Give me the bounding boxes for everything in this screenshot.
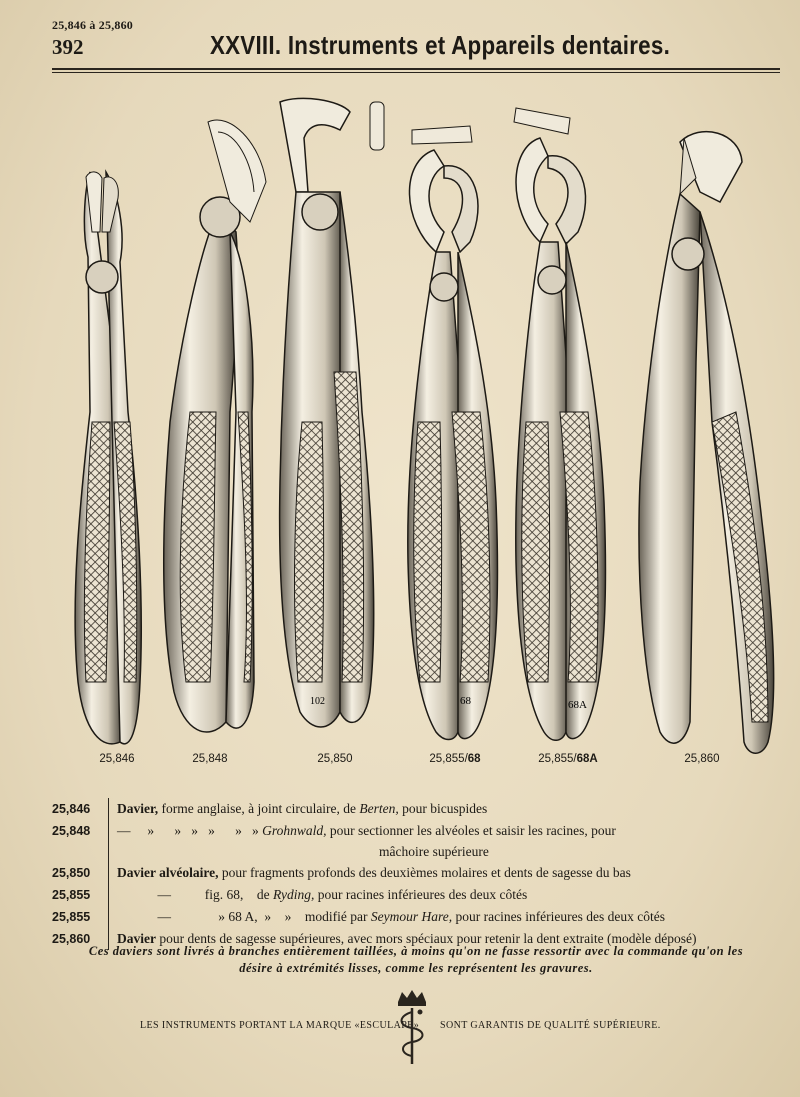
forceps-illustration xyxy=(40,82,780,772)
page-title: XXVIII. Instruments et Appareils dentaires. xyxy=(209,30,671,60)
figure-caption-25855-68: 25,855/68 xyxy=(429,753,481,765)
entry-row: 25,846 Davier, forme anglaise, à joint circulaire, de Berten, pour bicuspides xyxy=(52,798,782,820)
forceps-25846 xyxy=(75,172,141,744)
figure-caption-25848: 25,848 xyxy=(192,753,228,765)
header-rule-thin xyxy=(52,72,780,73)
figure-caption-25860: 25,860 xyxy=(684,753,720,765)
forceps-25860 xyxy=(639,132,774,754)
entry-row: 25,855 — » 68 A, » » modifié par Seymour Hare, pour racines inférieures des deux côtés xyxy=(52,906,782,928)
handle-mark-68: 68 xyxy=(460,695,471,707)
entry-row: 25,848 — » » » » » » Grohnwald, pour sectionner les alvéoles et saisir les racines, pour mâchoire supérieure xyxy=(52,820,782,862)
page-number: 392 xyxy=(52,35,84,59)
entry-row: 25,855 — fig. 68, de Ryding, pour racines inférieures des deux côtés xyxy=(52,884,782,906)
entry-row: 25,860 Davier pour dents de sagesse supérieures, avec mors spéciaux pour retenir la dent extraite (modèle déposé) xyxy=(52,928,782,950)
footer-quality-text: SONT GARANTIS DE QUALITÉ SUPÉRIEURE. xyxy=(440,1020,661,1031)
footer-trademark-text: LES INSTRUMENTS PORTANT LA MARQUE «ESCULAPE» xyxy=(140,1020,420,1031)
forceps-25855-68 xyxy=(408,126,498,740)
forceps-25855-68a xyxy=(514,108,605,740)
entry-row: 25,850 Davier alvéolaire, pour fragments profonds des deuxièmes molaires et dents de sagesse du bas xyxy=(52,862,782,884)
entry-list xyxy=(52,798,782,950)
delivery-note: Ces daviers sont livrés à branches entièrement taillées, à moins qu'on ne fasse ressortir avec la commande qu'on les désire à extrémités lisses, comme les représentent les gravures. xyxy=(88,944,744,975)
figure-caption-25850: 25,850 xyxy=(317,753,353,765)
handle-mark-25850: 102 xyxy=(310,696,325,707)
figure-caption-25846: 25,846 xyxy=(99,753,135,765)
forceps-25850 xyxy=(280,98,384,727)
handle-mark-68a: 68A xyxy=(568,699,587,711)
item-range: 25,846 à 25,860 xyxy=(52,18,133,32)
header-rule xyxy=(52,68,780,70)
esculape-emblem-icon xyxy=(390,988,434,1068)
figure-caption-25855-68a: 25,855/68A xyxy=(538,753,598,765)
forceps-25848 xyxy=(164,120,266,732)
